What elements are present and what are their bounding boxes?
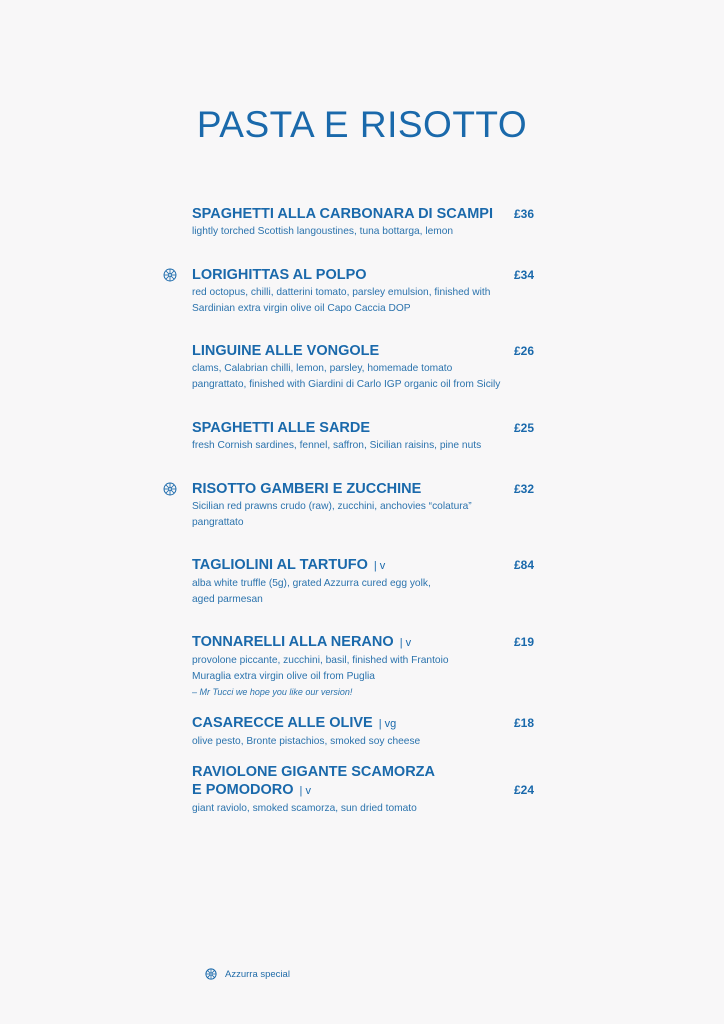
footer-label: Azzurra special xyxy=(225,968,290,980)
dietary-tag: | v xyxy=(299,785,311,797)
item-description: alba white truffle (5g), grated Azzurra cured egg yolk, aged parmesan xyxy=(192,578,431,605)
item-description: clams, Calabrian chilli, lemon, parsley, homemade tomato pangrattato, finished with Giardini di Carlo IGP organic oil from Sicily xyxy=(192,363,501,390)
menu-item xyxy=(192,342,534,393)
dietary-tag: | vg xyxy=(378,718,397,730)
menu-item xyxy=(192,205,534,240)
item-price: £19 xyxy=(513,635,534,649)
dietary-tag: | v xyxy=(399,637,412,649)
item-name: LINGUINE ALLE VONGOLE xyxy=(192,343,380,359)
item-name: SPAGHETTI ALLA CARBONARA DI SCAMPI xyxy=(192,206,494,222)
menu-item xyxy=(192,633,534,699)
menu-item xyxy=(192,419,534,454)
azzurra-special-icon xyxy=(205,968,217,980)
menu-item xyxy=(192,763,534,817)
item-description: Sicilian red prawns crudo (raw), zucchini, anchovies “colatura” pangrattato xyxy=(192,501,472,528)
menu-item xyxy=(192,556,534,608)
item-description: fresh Cornish sardines, fennel, saffron, Sicilian raisins, pine nuts xyxy=(192,440,482,451)
item-description: red octopus, chilli, datterini tomato, parsley emulsion, finished with Sardinian extra virgin olive oil Capo Caccia DOP xyxy=(192,287,491,314)
page-title: PASTA E RISOTTO xyxy=(196,104,528,145)
item-description: giant raviolo, smoked scamorza, sun dried tomato xyxy=(192,803,417,814)
item-note: – Mr Tucci we hope you like our version! xyxy=(192,687,353,697)
item-price: £36 xyxy=(513,207,534,221)
item-name: RISOTTO GAMBERI E ZUCCHINE xyxy=(192,481,422,497)
item-name: TAGLIOLINI AL TARTUFO | v xyxy=(192,557,386,573)
item-price: £34 xyxy=(513,268,534,282)
item-name: RAVIOLONE GIGANTE SCAMORZA E POMODORO | v xyxy=(192,764,436,798)
item-name: CASARECCE ALLE OLIVE | vg xyxy=(192,715,397,731)
item-price: £84 xyxy=(513,558,534,572)
item-name: LORIGHITTAS AL POLPO xyxy=(192,267,367,283)
item-name: TONNARELLI ALLA NERANO | v xyxy=(192,634,412,650)
footer-legend xyxy=(205,968,290,980)
item-price: £25 xyxy=(513,421,534,435)
item-price: £26 xyxy=(513,344,534,358)
item-description: provolone piccante, zucchini, basil, finished with Frantoio Muraglia extra virgin olive oil from Puglia xyxy=(192,655,449,682)
dietary-tag: | v xyxy=(373,560,386,572)
item-price: £32 xyxy=(513,482,534,496)
menu-item xyxy=(192,266,534,317)
item-price: £18 xyxy=(513,716,534,730)
item-description: olive pesto, Bronte pistachios, smoked soy cheese xyxy=(192,736,421,747)
menu-item xyxy=(192,480,534,531)
menu-item xyxy=(192,714,534,750)
item-name: SPAGHETTI ALLE SARDE xyxy=(192,420,371,436)
azzurra-special-icon xyxy=(163,482,177,496)
azzurra-special-icon xyxy=(163,268,177,282)
item-price: £24 xyxy=(513,783,534,797)
item-description: lightly torched Scottish langoustines, tuna bottarga, lemon xyxy=(192,226,454,237)
